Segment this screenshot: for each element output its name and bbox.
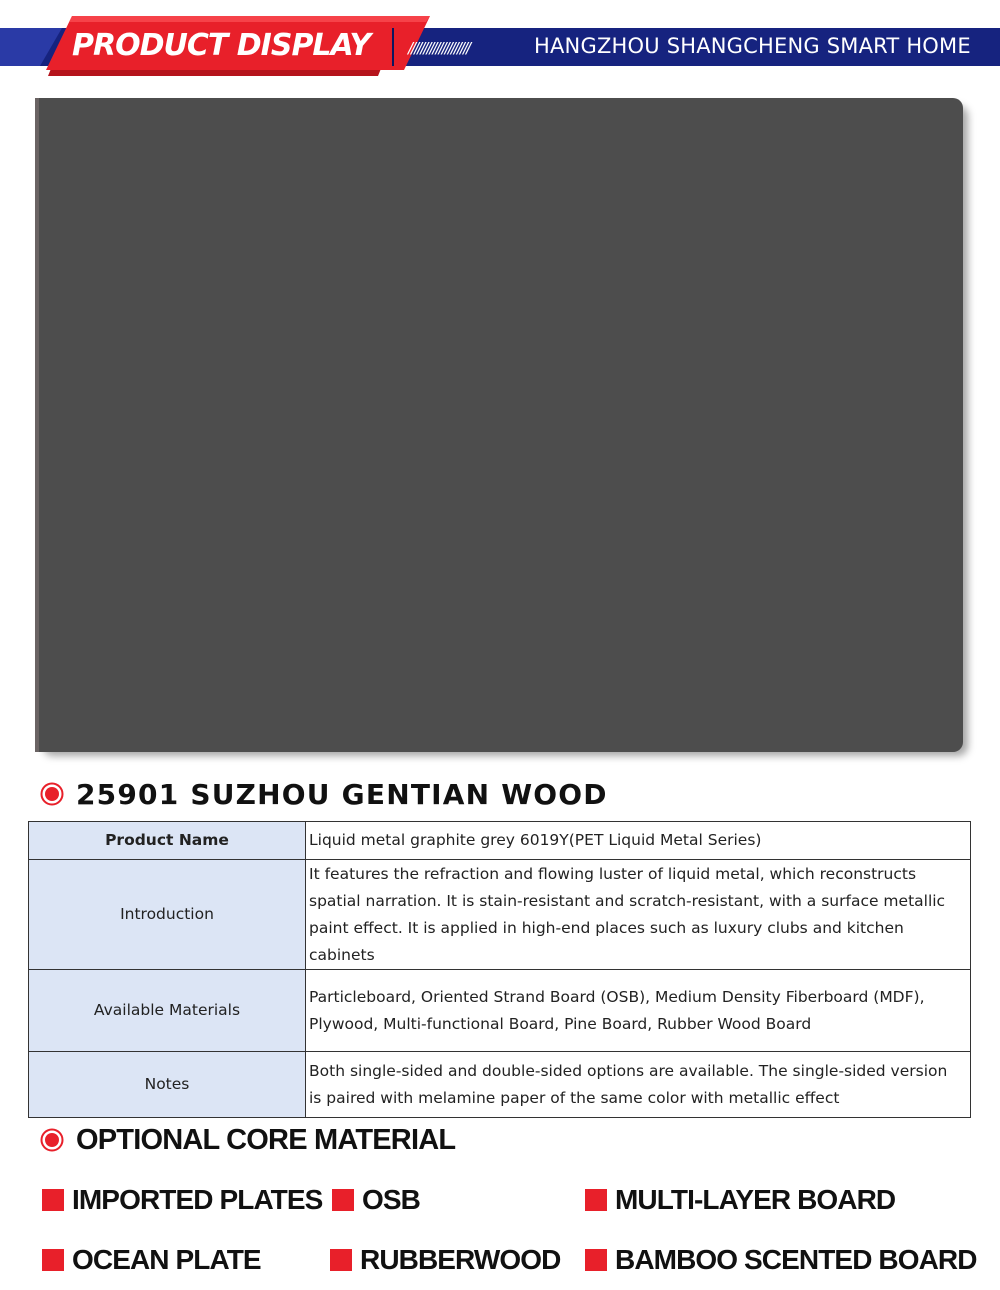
product-swatch-panel bbox=[35, 98, 963, 752]
list-item bbox=[42, 1240, 261, 1280]
core-material-heading bbox=[40, 1122, 455, 1158]
row-value: It features the refraction and flowing luster of liquid metal, which reconstructs spatial narration. It is stain-resistant and scratch-resistant, with a surface metallic paint effect. It is applied in high-end places such as luxury clubs and kitchen cabinets bbox=[306, 860, 971, 970]
row-label: Available Materials bbox=[29, 970, 306, 1052]
red-square-bullet-icon bbox=[330, 1249, 352, 1271]
table-row bbox=[29, 860, 971, 970]
core-material-label: OCEAN PLATE bbox=[72, 1244, 261, 1275]
product-heading bbox=[40, 776, 608, 812]
target-bullet-icon bbox=[40, 782, 64, 806]
red-square-bullet-icon bbox=[42, 1249, 64, 1271]
row-label: Introduction bbox=[29, 860, 306, 970]
table-row bbox=[29, 822, 971, 860]
list-item bbox=[585, 1180, 895, 1220]
target-bullet-icon bbox=[40, 1128, 64, 1152]
list-item bbox=[330, 1240, 560, 1280]
product-swatch bbox=[35, 98, 970, 760]
red-square-bullet-icon bbox=[585, 1249, 607, 1271]
core-material-label: RUBBERWOOD bbox=[360, 1244, 561, 1275]
row-value: Liquid metal graphite grey 6019Y(PET Liquid Metal Series) bbox=[306, 822, 971, 860]
list-item bbox=[585, 1240, 977, 1280]
banner-title: PRODUCT DISPLAY bbox=[72, 28, 371, 63]
red-square-bullet-icon bbox=[332, 1189, 354, 1211]
core-material-label: BAMBOO SCENTED BOARD bbox=[615, 1244, 977, 1275]
table-row bbox=[29, 1052, 971, 1118]
header-banner bbox=[0, 0, 1000, 80]
core-material-heading-text: OPTIONAL CORE MATERIAL bbox=[76, 1123, 456, 1156]
spec-table bbox=[28, 821, 971, 1118]
core-material-label: IMPORTED PLATES bbox=[72, 1184, 323, 1215]
core-material-label: OSB bbox=[362, 1184, 420, 1215]
row-label: Notes bbox=[29, 1052, 306, 1118]
red-square-bullet-icon bbox=[42, 1189, 64, 1211]
table-row bbox=[29, 970, 971, 1052]
red-square-bullet-icon bbox=[585, 1189, 607, 1211]
list-item bbox=[42, 1180, 322, 1220]
company-name: HANGZHOU SHANGCHENG SMART HOME bbox=[534, 34, 971, 58]
product-heading-text: 25901 SUZHOU GENTIAN WOOD bbox=[76, 777, 608, 811]
row-value: Both single-sided and double-sided options are available. The single-sided version is paired with melamine paper of the same color with metallic effect bbox=[306, 1052, 971, 1118]
banner-slash-decoration: //////////////////// bbox=[408, 39, 470, 57]
row-value: Particleboard, Oriented Strand Board (OSB), Medium Density Fiberboard (MDF), Plywood, Multi-functional Board, Pine Board, Rubber Wood Board bbox=[306, 970, 971, 1052]
row-label: Product Name bbox=[29, 822, 306, 860]
core-material-label: MULTI-LAYER BOARD bbox=[615, 1184, 896, 1215]
list-item bbox=[332, 1180, 420, 1220]
